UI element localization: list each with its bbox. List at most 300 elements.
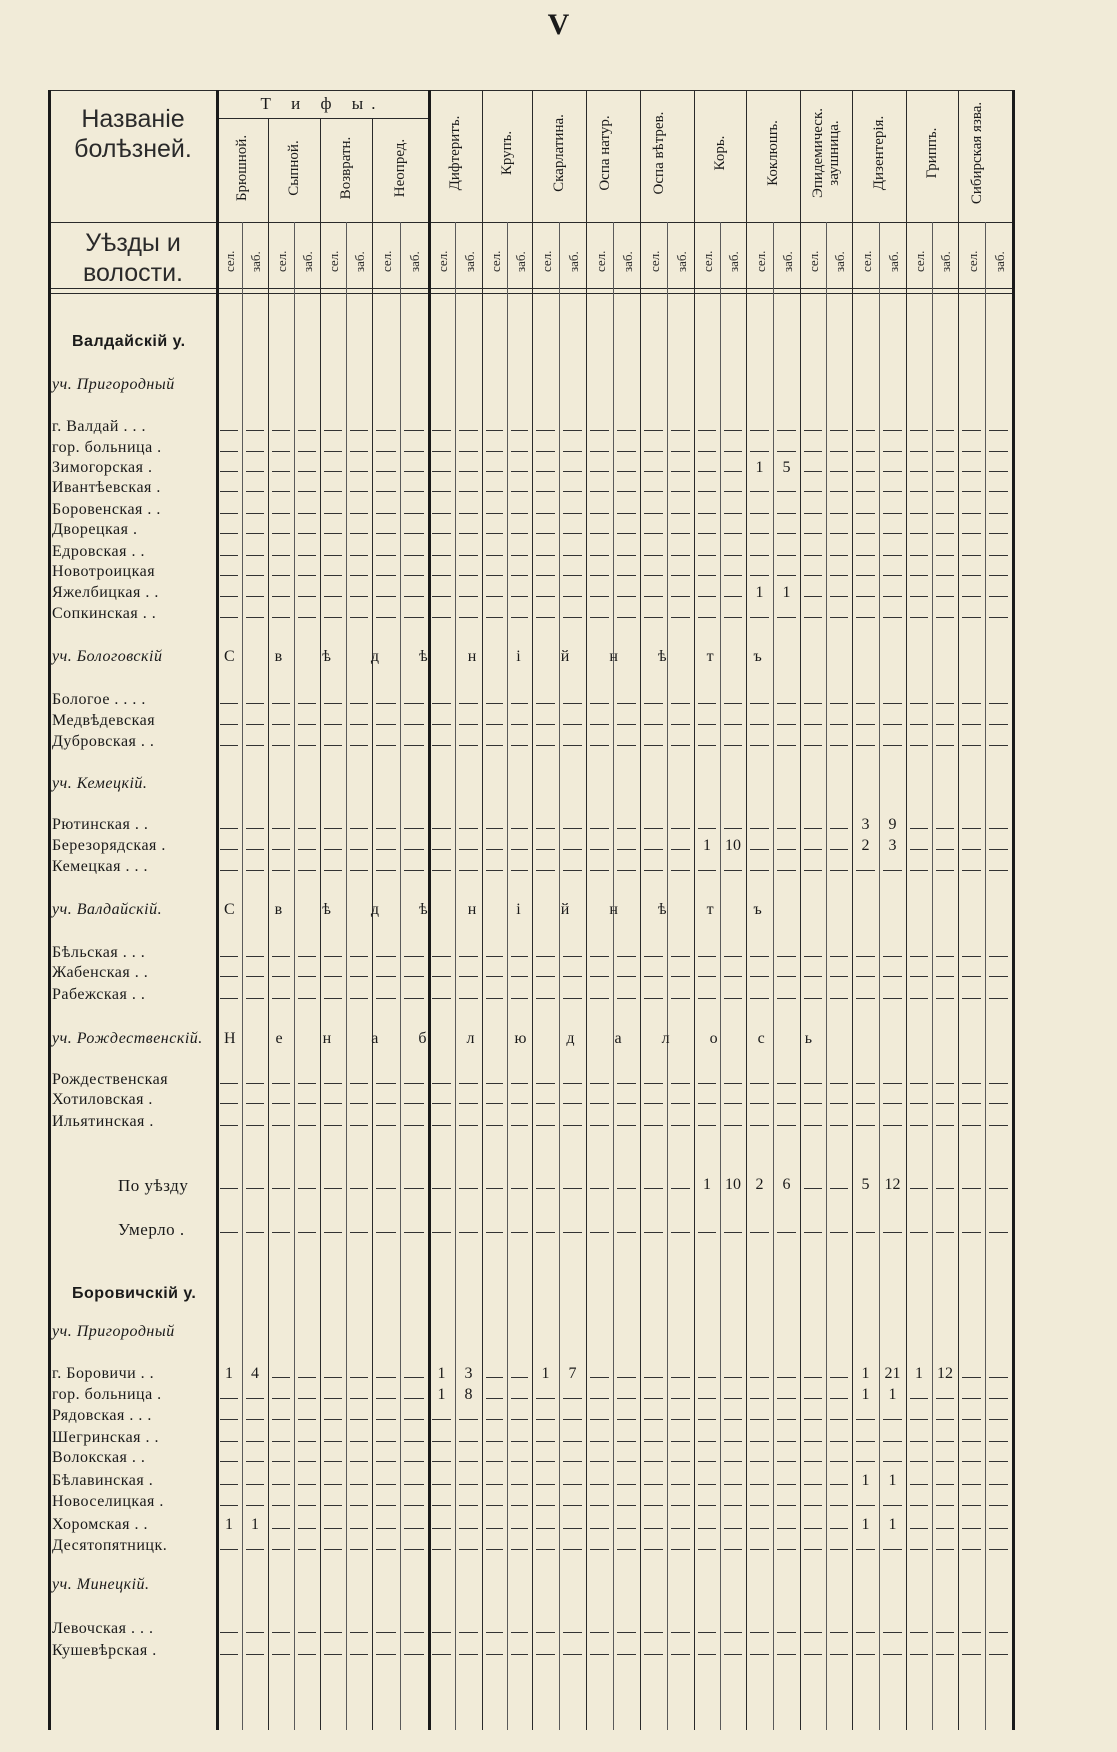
cell-dash	[563, 998, 582, 999]
subcolumn-rule	[667, 222, 668, 1730]
cell-dash	[298, 1441, 316, 1442]
cell-dash	[536, 1398, 555, 1399]
sub-header-sel: сел.	[326, 250, 341, 272]
row-label: уч. Пригородный	[52, 376, 175, 393]
cell-dash	[563, 976, 582, 977]
subcolumn-rule	[985, 222, 986, 1730]
cell-dash	[563, 430, 582, 431]
cell-dash	[777, 575, 796, 576]
cell-dash	[856, 1103, 875, 1104]
column-rule	[268, 118, 269, 1730]
column-header: Возвратн.	[338, 136, 354, 200]
cell-dash	[511, 828, 528, 829]
cell-dash	[324, 1528, 342, 1529]
cell-dash	[511, 956, 528, 957]
cell-dash	[644, 870, 663, 871]
cell-dash	[644, 998, 663, 999]
cell-dash	[804, 703, 822, 704]
cell-dash	[536, 745, 555, 746]
cell-dash	[298, 1083, 316, 1084]
sub-header-sel: сел.	[434, 250, 450, 272]
sub-header-zab: заб.	[938, 251, 953, 272]
cell-dash	[750, 745, 769, 746]
cell-dash	[617, 1632, 636, 1633]
cell-dash	[936, 998, 954, 999]
cell-dash	[883, 745, 902, 746]
cell-dash	[376, 998, 396, 999]
cell-dash	[962, 1549, 981, 1550]
cell-dash	[883, 1461, 902, 1462]
cell-dash	[590, 1398, 609, 1399]
cell-dash	[962, 1654, 981, 1655]
cell-dash	[432, 471, 451, 472]
cell-dash	[432, 956, 451, 957]
row-label: Новоселицкая .	[52, 1493, 164, 1510]
row-label: уч. Кемецкій.	[52, 775, 148, 792]
cell-dash	[486, 1654, 503, 1655]
cell-dash	[376, 870, 396, 871]
cell-dash	[804, 1528, 822, 1529]
cell-dash	[777, 1232, 796, 1233]
cell-dash	[883, 491, 902, 492]
cell-dash	[910, 1125, 928, 1126]
cell-dash	[724, 1461, 742, 1462]
cell-dash	[459, 745, 478, 746]
cell-dash	[936, 513, 954, 514]
cell-dash	[376, 471, 396, 472]
cell-dash	[724, 555, 742, 556]
cell-dash	[777, 1461, 796, 1462]
cell-dash	[246, 430, 264, 431]
cell-dash	[883, 575, 902, 576]
cell-dash	[590, 1419, 609, 1420]
cell-dash	[830, 555, 848, 556]
cell-dash	[350, 430, 368, 431]
cell-dash	[220, 745, 238, 746]
cell-dash	[590, 451, 609, 452]
cell-dash	[644, 1441, 663, 1442]
cell-dash	[750, 513, 769, 514]
cell-dash	[830, 451, 848, 452]
cell-dash	[962, 1419, 981, 1420]
cell-dash	[404, 1103, 424, 1104]
cell-dash	[486, 1505, 503, 1506]
cell-dash	[698, 998, 716, 999]
cell-dash	[432, 555, 451, 556]
cell-dash	[856, 1441, 875, 1442]
cell-dash	[804, 513, 822, 514]
cell-dash	[350, 1484, 368, 1485]
cell-dash	[989, 870, 1008, 871]
cell-dash	[246, 491, 264, 492]
cell-dash	[590, 1441, 609, 1442]
row-label: Новотроицкая	[52, 563, 156, 580]
cell-dash	[989, 998, 1008, 999]
cell-dash	[856, 1549, 875, 1550]
sub-header-sel: сел.	[752, 250, 768, 272]
cell-dash	[404, 1083, 424, 1084]
cell-dash	[298, 1232, 316, 1233]
cell-dash	[563, 1083, 582, 1084]
cell-dash	[432, 596, 451, 597]
row-label: Дворецкая .	[52, 521, 138, 538]
cell-dash	[324, 1232, 342, 1233]
cell-dash	[671, 471, 690, 472]
sub-header-zab: заб.	[352, 251, 367, 272]
cell-dash	[324, 596, 342, 597]
cell-dash	[777, 976, 796, 977]
cell-dash	[698, 575, 716, 576]
cell-dash	[486, 724, 503, 725]
cell-dash	[644, 555, 663, 556]
cell-dash	[644, 451, 663, 452]
cell-dash	[324, 1484, 342, 1485]
cell-dash	[376, 1632, 396, 1633]
cell-dash	[590, 1377, 609, 1378]
cell-dash	[962, 513, 981, 514]
cell-dash	[883, 513, 902, 514]
row-label: Рабежская . .	[52, 986, 146, 1003]
cell-dash	[511, 491, 528, 492]
cell-dash	[910, 724, 928, 725]
cell-dash	[376, 849, 396, 850]
cell-value: 1	[915, 1365, 923, 1382]
cell-dash	[246, 956, 264, 957]
cell-dash	[724, 575, 742, 576]
cell-dash	[246, 703, 264, 704]
cell-dash	[459, 430, 478, 431]
typhus-group-caption: Т и ф ы.	[260, 94, 384, 113]
cell-dash	[536, 1441, 555, 1442]
row-label: Валдайскій у.	[72, 333, 186, 350]
cell-dash	[644, 1103, 663, 1104]
cell-value: 1	[225, 1516, 233, 1533]
cell-dash	[724, 1528, 742, 1529]
cell-dash	[272, 976, 290, 977]
cell-dash	[376, 1398, 396, 1399]
cell-dash	[989, 1528, 1008, 1529]
cell-dash	[511, 1125, 528, 1126]
cell-dash	[563, 703, 582, 704]
cell-dash	[671, 1103, 690, 1104]
cell-dash	[246, 1125, 264, 1126]
cell-dash	[563, 1125, 582, 1126]
cell-dash	[989, 451, 1008, 452]
cell-dash	[936, 555, 954, 556]
cell-dash	[910, 1419, 928, 1420]
cell-dash	[220, 1441, 238, 1442]
cell-dash	[804, 1377, 822, 1378]
cell-dash	[883, 1632, 902, 1633]
cell-dash	[486, 870, 503, 871]
cell-dash	[246, 1549, 264, 1550]
cell-dash	[856, 1632, 875, 1633]
cell-dash	[883, 1441, 902, 1442]
cell-dash	[350, 617, 368, 618]
cell-dash	[486, 849, 503, 850]
cell-dash	[724, 1125, 742, 1126]
cell-dash	[830, 1549, 848, 1550]
cell-dash	[698, 555, 716, 556]
cell-dash	[698, 1441, 716, 1442]
cell-dash	[777, 1505, 796, 1506]
cell-dash	[536, 1232, 555, 1233]
cell-dash	[486, 1103, 503, 1104]
cell-dash	[220, 617, 238, 618]
cell-value: 6	[782, 1176, 791, 1193]
cell-dash	[830, 1103, 848, 1104]
cell-dash	[644, 849, 663, 850]
cell-dash	[936, 430, 954, 431]
cell-dash	[246, 513, 264, 514]
cell-dash	[536, 703, 555, 704]
cell-dash	[750, 998, 769, 999]
cell-dash	[324, 1103, 342, 1104]
cell-dash	[617, 1484, 636, 1485]
cell-dash	[830, 849, 848, 850]
cell-dash	[511, 1419, 528, 1420]
cell-dash	[724, 1441, 742, 1442]
cell-dash	[830, 1654, 848, 1655]
cell-dash	[804, 745, 822, 746]
cell-dash	[298, 491, 316, 492]
row-label: Боровенская . .	[52, 501, 161, 518]
cell-dash	[671, 828, 690, 829]
cell-dash	[644, 745, 663, 746]
cell-dash	[486, 828, 503, 829]
cell-dash	[536, 533, 555, 534]
sub-header-zab: заб.	[619, 251, 635, 272]
column-header: Брюшной.	[234, 134, 250, 202]
cell-dash	[590, 491, 609, 492]
cell-dash	[324, 849, 342, 850]
cell-dash	[324, 724, 342, 725]
cell-dash	[856, 555, 875, 556]
sub-header-sel: сел.	[592, 250, 608, 272]
cell-value: 7	[568, 1365, 577, 1382]
cell-dash	[962, 1632, 981, 1633]
cell-dash	[750, 617, 769, 618]
cell-dash	[511, 1528, 528, 1529]
cell-dash	[698, 1528, 716, 1529]
cell-dash	[856, 724, 875, 725]
cell-dash	[298, 1632, 316, 1633]
cell-dash	[350, 451, 368, 452]
cell-dash	[936, 849, 954, 850]
cell-dash	[910, 617, 928, 618]
cell-dash	[511, 555, 528, 556]
row-label: По уѣзду	[118, 1176, 189, 1195]
cell-dash	[459, 1549, 478, 1550]
cell-value: 1	[703, 1176, 711, 1193]
column-rule	[216, 90, 219, 1730]
cell-dash	[883, 533, 902, 534]
cell-dash	[617, 1188, 636, 1189]
cell-dash	[644, 533, 663, 534]
cell-dash	[511, 1505, 528, 1506]
cell-dash	[246, 1484, 264, 1485]
cell-dash	[617, 1549, 636, 1550]
cell-dash	[644, 1232, 663, 1233]
sub-header-sel: сел.	[912, 250, 927, 272]
cell-dash	[989, 956, 1008, 957]
cell-dash	[376, 1484, 396, 1485]
cell-dash	[724, 471, 742, 472]
cell-dash	[590, 471, 609, 472]
cell-value: 3	[464, 1365, 473, 1382]
cell-dash	[272, 596, 290, 597]
cell-dash	[698, 956, 716, 957]
cell-dash	[350, 1632, 368, 1633]
cell-dash	[324, 870, 342, 871]
cell-dash	[298, 956, 316, 957]
cell-dash	[590, 1103, 609, 1104]
cell-dash	[432, 1654, 451, 1655]
cell-dash	[404, 513, 424, 514]
cell-dash	[486, 617, 503, 618]
cell-dash	[671, 1083, 690, 1084]
cell-dash	[936, 745, 954, 746]
cell-dash	[777, 430, 796, 431]
cell-dash	[750, 1549, 769, 1550]
cell-dash	[324, 451, 342, 452]
cell-dash	[936, 491, 954, 492]
cell-dash	[830, 1528, 848, 1529]
cell-dash	[486, 1549, 503, 1550]
subcolumn-rule	[720, 222, 721, 1730]
cell-dash	[830, 1083, 848, 1084]
cell-dash	[617, 998, 636, 999]
cell-dash	[536, 828, 555, 829]
cell-dash	[246, 849, 264, 850]
cell-dash	[511, 870, 528, 871]
cell-dash	[350, 533, 368, 534]
cell-dash	[459, 1484, 478, 1485]
subcolumn-rule	[932, 222, 933, 1730]
cell-dash	[376, 1549, 396, 1550]
cell-dash	[432, 1632, 451, 1633]
cell-dash	[376, 1125, 396, 1126]
cell-value: 1	[861, 1472, 870, 1489]
cell-dash	[350, 596, 368, 597]
cell-dash	[376, 976, 396, 977]
cell-dash	[644, 956, 663, 957]
cell-dash	[671, 1125, 690, 1126]
cell-dash	[298, 471, 316, 472]
row-label: Кемецкая . . .	[52, 858, 148, 875]
cell-value: 1	[703, 837, 711, 854]
cell-dash	[563, 1484, 582, 1485]
column-header: Оспа натур.	[597, 115, 613, 191]
cell-dash	[272, 1461, 290, 1462]
cell-dash	[644, 1125, 663, 1126]
band-text: Н е н а б л ю д а л о с ь	[224, 1030, 831, 1047]
cell-value: 9	[888, 816, 897, 833]
cell-dash	[563, 1632, 582, 1633]
cell-dash	[272, 575, 290, 576]
cell-dash	[459, 1188, 478, 1189]
cell-dash	[671, 596, 690, 597]
cell-dash	[671, 533, 690, 534]
cell-dash	[804, 1441, 822, 1442]
cell-dash	[220, 430, 238, 431]
cell-dash	[376, 828, 396, 829]
cell-dash	[536, 1505, 555, 1506]
cell-dash	[856, 703, 875, 704]
cell-dash	[698, 1083, 716, 1084]
cell-dash	[671, 575, 690, 576]
cell-dash	[804, 430, 822, 431]
cell-dash	[830, 513, 848, 514]
cell-dash	[830, 430, 848, 431]
cell-dash	[856, 1083, 875, 1084]
cell-dash	[459, 555, 478, 556]
cell-dash	[590, 533, 609, 534]
cell-dash	[511, 1377, 528, 1378]
cell-dash	[272, 1377, 290, 1378]
cell-dash	[750, 1398, 769, 1399]
sub-header-zab: заб.	[673, 251, 689, 272]
cell-dash	[246, 1232, 264, 1233]
cell-dash	[511, 849, 528, 850]
cell-dash	[644, 1083, 663, 1084]
cell-dash	[432, 1441, 451, 1442]
cell-dash	[989, 1125, 1008, 1126]
cell-dash	[376, 533, 396, 534]
cell-dash	[404, 471, 424, 472]
cell-dash	[432, 1528, 451, 1529]
cell-dash	[563, 513, 582, 514]
cell-dash	[350, 1377, 368, 1378]
cell-dash	[617, 956, 636, 957]
row-label: Кушевѣрская .	[52, 1642, 157, 1659]
cell-dash	[910, 451, 928, 452]
cell-dash	[962, 828, 981, 829]
cell-dash	[563, 596, 582, 597]
cell-dash	[644, 575, 663, 576]
cell-dash	[404, 430, 424, 431]
cell-dash	[272, 1528, 290, 1529]
cell-dash	[936, 1083, 954, 1084]
cell-dash	[724, 998, 742, 999]
cell-dash	[910, 976, 928, 977]
cell-dash	[511, 1083, 528, 1084]
cell-dash	[698, 513, 716, 514]
cell-dash	[856, 870, 875, 871]
cell-dash	[324, 1083, 342, 1084]
cell-dash	[962, 451, 981, 452]
cell-dash	[324, 1461, 342, 1462]
cell-dash	[563, 956, 582, 957]
cell-dash	[376, 451, 396, 452]
cell-dash	[750, 1103, 769, 1104]
column-header: Дифтеритъ.	[447, 115, 463, 191]
cell-dash	[910, 555, 928, 556]
cell-dash	[272, 1103, 290, 1104]
cell-dash	[298, 1654, 316, 1655]
cell-dash	[511, 1188, 528, 1189]
cell-dash	[989, 575, 1008, 576]
cell-dash	[671, 1528, 690, 1529]
cell-dash	[511, 575, 528, 576]
cell-dash	[376, 1083, 396, 1084]
cell-dash	[563, 870, 582, 871]
cell-value: 3	[861, 816, 870, 833]
subcolumn-rule	[613, 222, 614, 1730]
cell-dash	[962, 703, 981, 704]
cell-dash	[511, 703, 528, 704]
cell-dash	[536, 998, 555, 999]
